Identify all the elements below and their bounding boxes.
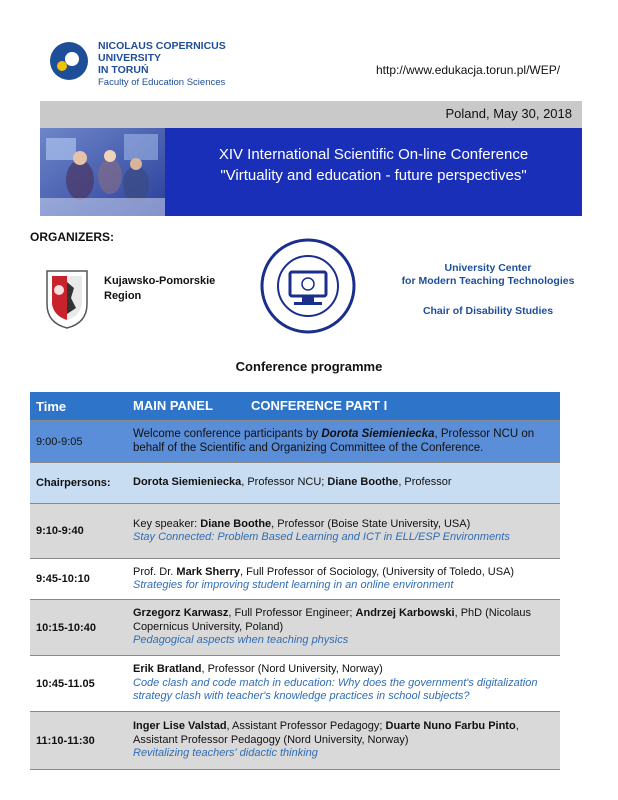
header-time: Time <box>30 392 129 421</box>
conference-date: Poland, May 30, 2018 <box>445 106 572 121</box>
welcome-post: , Professor NCU on behalf of the Scientific and Organizing Committee of the Conference. <box>133 428 535 454</box>
programme-title: Conference programme <box>235 359 383 374</box>
table-row <box>30 463 560 504</box>
table-row <box>30 504 560 559</box>
university-line-2: UNIVERSITY <box>98 52 162 64</box>
welcome-pre: Welcome conference participants by <box>133 428 322 440</box>
speaker-name-2: Duarte Nuno Farbu Pinto <box>385 720 516 733</box>
row-time: Chairpersons: <box>30 463 129 504</box>
table-header-row <box>30 392 560 421</box>
chair-mid: , Professor NCU; <box>241 476 328 489</box>
talk-title: Strategies for improving student learning in an online environment <box>133 579 454 591</box>
row-description <box>129 656 560 712</box>
row-time: 9:45-10:10 <box>30 559 129 600</box>
speaker-name: Grzegorz Karwasz <box>133 607 229 620</box>
chair-disability-studies: Chair of Disability Studies <box>422 305 554 317</box>
row-description <box>129 421 560 463</box>
speaker-name: Diane Boothe <box>200 517 272 530</box>
conference-banner <box>40 128 582 216</box>
chair-didactics-media-logo <box>260 238 356 334</box>
speaker-affiliation: , Full Professor Engineer; <box>228 607 356 620</box>
university-name <box>98 40 226 89</box>
chair-name-1: Dorota Siemieniecka <box>133 476 242 489</box>
chair-post: , Professor <box>398 476 452 489</box>
speaker-affiliation-2: , Assistant Professor Pedagogy (Nord University, Norway) <box>133 720 519 746</box>
speaker-name: Mark Sherry <box>176 565 240 578</box>
talk-title: Revitalizing teachers' didactic thinking <box>133 747 318 760</box>
row-description <box>129 559 560 600</box>
row-time: 9:10-9:40 <box>30 504 129 559</box>
conference-title <box>165 144 582 186</box>
talk-title: Code clash and code match in education: Why does the government's digitalization strategy clash with teacher's knowledge practices in school subjects? <box>133 676 538 703</box>
row-time: 10:15-10:40 <box>30 600 129 656</box>
region-name <box>104 274 215 304</box>
speaker-affiliation: , Professor (Boise State University, USA) <box>271 517 471 530</box>
row-description <box>129 504 560 559</box>
center-line-2: for Modern Teaching Technologies <box>401 275 575 287</box>
speaker-name: Inger Lise Valstad <box>133 720 227 733</box>
row-description <box>129 712 560 770</box>
university-line-3: IN TORUŃ <box>98 64 149 76</box>
table-row <box>30 559 560 600</box>
row-time: 9:00-9:05 <box>30 421 129 463</box>
speaker-pre: Key speaker: <box>133 517 201 530</box>
center-line-1: University Center <box>444 262 532 274</box>
region-coat-of-arms <box>44 268 90 330</box>
talk-title: Stay Connected: Problem Based Learning and ICT in ELL/ESP Environments <box>133 531 510 543</box>
speaker-name: Erik Bratland <box>133 663 202 676</box>
university-center-modern-teaching <box>400 262 576 288</box>
faculty-name: Faculty of Education Sciences <box>98 77 226 88</box>
speaker-name-2: Andrzej Karbowski <box>355 607 455 620</box>
welcome-host-name: Dorota Siemieniecka <box>321 428 435 440</box>
speaker-affiliation: , Professor (Nord University, Norway) <box>201 663 383 676</box>
table-row <box>30 600 560 656</box>
header-conference-part: CONFERENCE PART I <box>250 398 388 414</box>
date-bar <box>40 101 582 128</box>
row-time: 10:45-11.05 <box>30 656 129 712</box>
conference-title-line-1: XIV International Scientific On-line Conference <box>218 146 529 163</box>
organizers-label: ORGANIZERS: <box>30 230 114 244</box>
row-time: 11:10-11:30 <box>30 712 129 770</box>
conference-title-line-2: "Virtuality and education - future perspectives" <box>220 167 527 184</box>
university-logo-mark <box>48 40 90 82</box>
row-description <box>129 600 560 656</box>
row-description <box>129 463 560 504</box>
region-line-1: Kujawsko-Pomorskie <box>104 275 216 287</box>
website-url[interactable]: http://www.edukacja.torun.pl/WEP/ <box>376 63 561 77</box>
speaker-affiliation: , Full Professor of Sociology, (University of Toledo, USA) <box>240 565 515 578</box>
programme-table <box>30 392 560 770</box>
table-row <box>30 421 560 463</box>
speaker-affiliation-2: , PhD (Nicolaus Copernicus University, Poland) <box>133 607 531 633</box>
speaker-affiliation: , Assistant Professor Pedagogy; <box>226 720 386 733</box>
talk-title: Pedagogical aspects when teaching physics <box>133 634 349 647</box>
chair-name-2: Diane Boothe <box>327 476 399 489</box>
banner-photo <box>40 128 165 216</box>
university-line-1: NICOLAUS COPERNICUS <box>98 40 226 52</box>
table-row <box>30 656 560 712</box>
header-main-panel: MAIN PANEL <box>133 398 213 414</box>
region-line-2: Region <box>104 290 142 302</box>
table-row <box>30 712 560 770</box>
header-panel <box>129 392 560 421</box>
speaker-pre: Prof. Dr. <box>133 565 177 578</box>
